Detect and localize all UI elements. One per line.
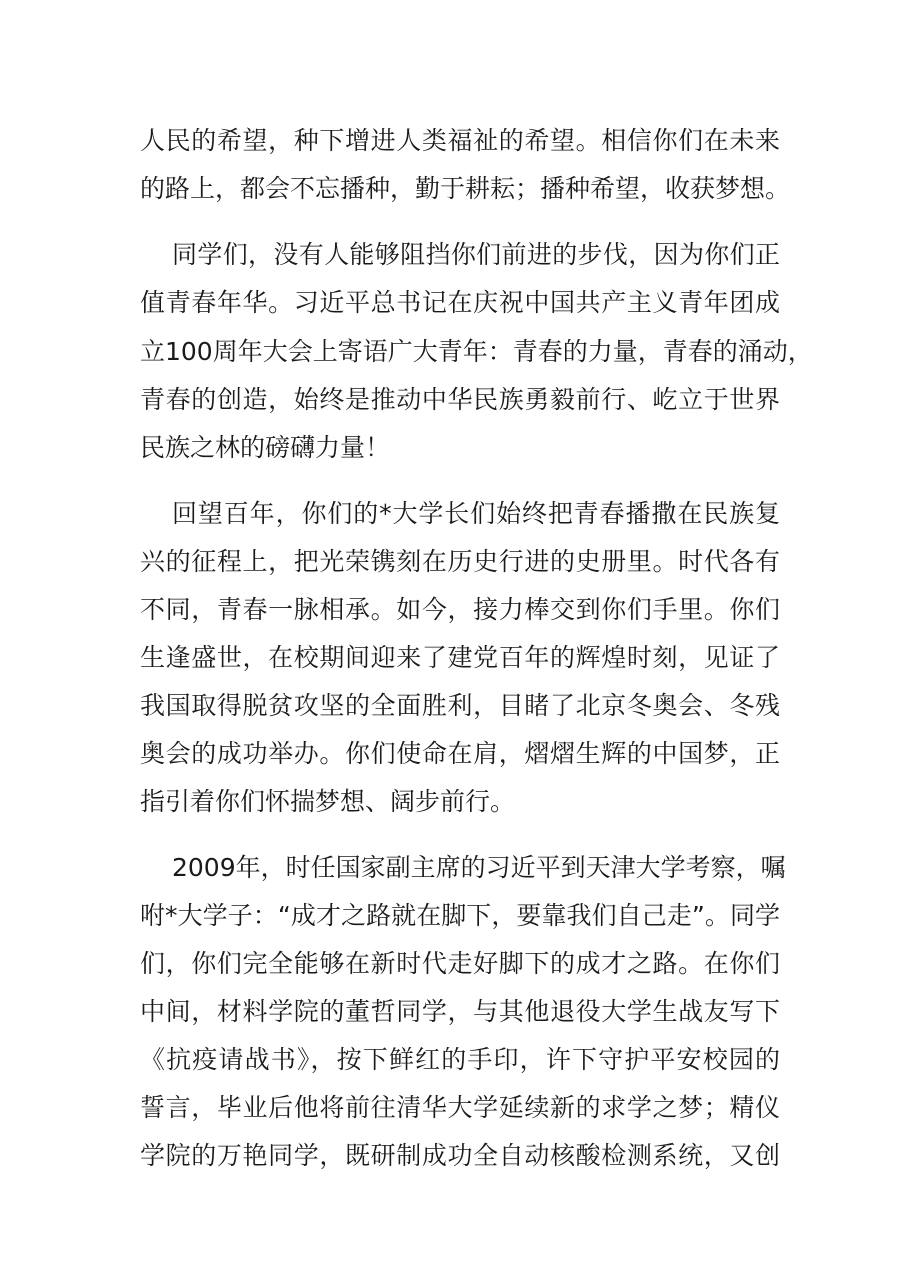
text-line: 同学们，没有人能够阻挡你们前进的步伐，因为你们正 xyxy=(172,240,780,269)
text-line: 回望百年，你们的*大学长们始终把青春播撒在民族复 xyxy=(172,499,780,528)
text-line: 2009年，时任国家副主席的习近平到天津大学考察，嘱 xyxy=(172,853,786,882)
text-line: 中间，材料学院的董哲同学，与其他退役大学生战友写下 xyxy=(140,997,780,1026)
text-line: 奥会的成功举办。你们使命在肩，熠熠生辉的中国梦，正 xyxy=(140,739,780,768)
text-line: 指引着你们怀揣梦想、阔步前行。 xyxy=(140,787,516,816)
text-line: 们，你们完全能够在新时代走好脚下的成才之路。在你们 xyxy=(140,949,780,978)
text-line: 值青春年华。习近平总书记在庆祝中国共产主义青年团成 xyxy=(140,288,780,317)
text-line: 誓言，毕业后他将前往清华大学延续新的求学之梦；精仪 xyxy=(140,1093,780,1122)
text-line: 生逢盛世，在校期间迎来了建党百年的辉煌时刻，见证了 xyxy=(140,643,780,672)
text-line: 兴的征程上，把光荣镌刻在历史行进的史册里。时代各有 xyxy=(140,547,780,576)
text-line: 咐*大学子：“成才之路就在脚下，要靠我们自己走”。同学 xyxy=(140,901,780,930)
text-line: 的路上，都会不忘播种，勤于耕耘；播种希望，收获梦想。 xyxy=(140,174,791,203)
text-line: 青春的创造，始终是推动中华民族勇毅前行、屹立于世界 xyxy=(140,385,780,414)
text-line: 不同，青春一脉相承。如今，接力棒交到你们手里。你们 xyxy=(140,595,780,624)
text-line: 学院的万艳同学，既研制成功全自动核酸检测系统，又创 xyxy=(140,1141,780,1170)
text-line: 立100周年大会上寄语广大青年：青春的力量，青春的涌动， xyxy=(140,337,813,366)
text-line: 《抗疫请战书》，按下鲜红的手印，许下守护平安校园的 xyxy=(140,1045,780,1074)
text-line: 我国取得脱贫攻坚的全面胜利，目睹了北京冬奥会、冬残 xyxy=(140,691,780,720)
text-line: 民族之林的磅礴力量！ xyxy=(140,433,391,462)
text-line: 人民的希望，种下增进人类福祉的希望。相信你们在未来 xyxy=(140,126,780,155)
